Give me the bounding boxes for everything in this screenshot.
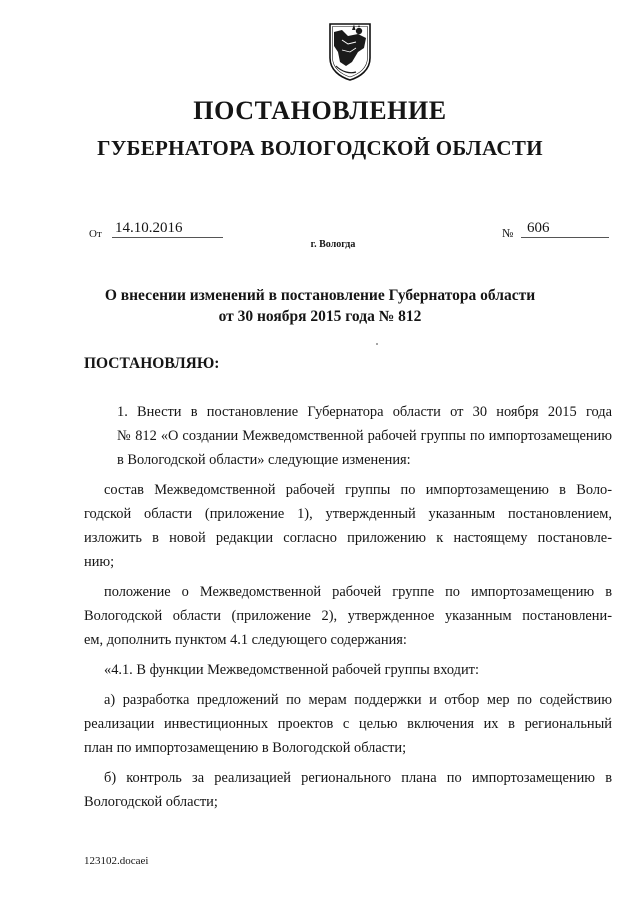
document-title: ПОСТАНОВЛЕНИЕ — [193, 96, 447, 125]
date-label: От — [89, 228, 102, 240]
resolve-heading: ПОСТАНОВЛЯЮ: — [84, 355, 220, 372]
body-line: в Вологодской области» следующие изменения: — [117, 452, 411, 468]
body-line: 1. Внести в постановление Губернатора области от 30 ноября 2015 года — [117, 404, 612, 420]
body-line: положение о Межведомственной рабочей группе по импортозамещению в — [104, 584, 612, 600]
subject-line: от 30 ноября 2015 года № 812 — [218, 308, 422, 325]
body-line: реализации инвестиционных проектов с целью включения их в региональный — [84, 716, 612, 732]
city-name: г. Вологда — [310, 239, 356, 250]
body-line: б) контроль за реализацией регионального плана по импортозамещению в — [104, 770, 612, 786]
body-paragraph — [84, 478, 612, 574]
body-line: № 812 «О создании Межведомственной рабочей группы по импортозамещению — [117, 428, 612, 444]
number-label: № — [502, 226, 514, 240]
scan-speck — [376, 343, 378, 345]
body-paragraph — [84, 688, 612, 760]
body-line: годской области (приложение 1), утвержденный указанным постановлением, — [84, 506, 612, 522]
document-body — [84, 400, 612, 820]
body-line: состав Межведомственной рабочей группы по импортозамещению в Воло- — [104, 482, 612, 498]
body-line: «4.1. В функции Межведомственной рабочей группы входит: — [104, 662, 479, 678]
body-line: а) разработка предложений по мерам поддержки и отбор мер по содействию — [104, 692, 612, 708]
body-paragraph — [84, 766, 612, 814]
body-line: изложить в новой редакции согласно приложению к настоящему постановле- — [84, 530, 612, 546]
document-subject — [0, 285, 640, 327]
body-line: Вологодской области; — [84, 794, 218, 810]
body-line: ем, дополнить пунктом 4.1 следующего содержания: — [84, 632, 407, 648]
vologda-coat-of-arms-icon — [328, 22, 372, 82]
body-paragraph — [84, 580, 612, 652]
body-line: план по импортозамещению в Вологодской области; — [84, 740, 407, 756]
file-code: 123102.docaei — [84, 855, 149, 867]
body-line: нию; — [84, 554, 115, 570]
body-paragraph — [84, 400, 612, 472]
subject-line: О внесении изменений в постановление Губернатора области — [104, 287, 536, 304]
number-value: 606 — [521, 220, 609, 238]
document-issuer: ГУБЕРНАТОРА ВОЛОГОДСКОЙ ОБЛАСТИ — [97, 136, 543, 160]
date-value: 14.10.2016 — [112, 220, 223, 238]
body-line: Вологодской области (приложение 2), утвержденное указанным постановлени- — [84, 608, 612, 624]
body-paragraph — [84, 658, 612, 682]
